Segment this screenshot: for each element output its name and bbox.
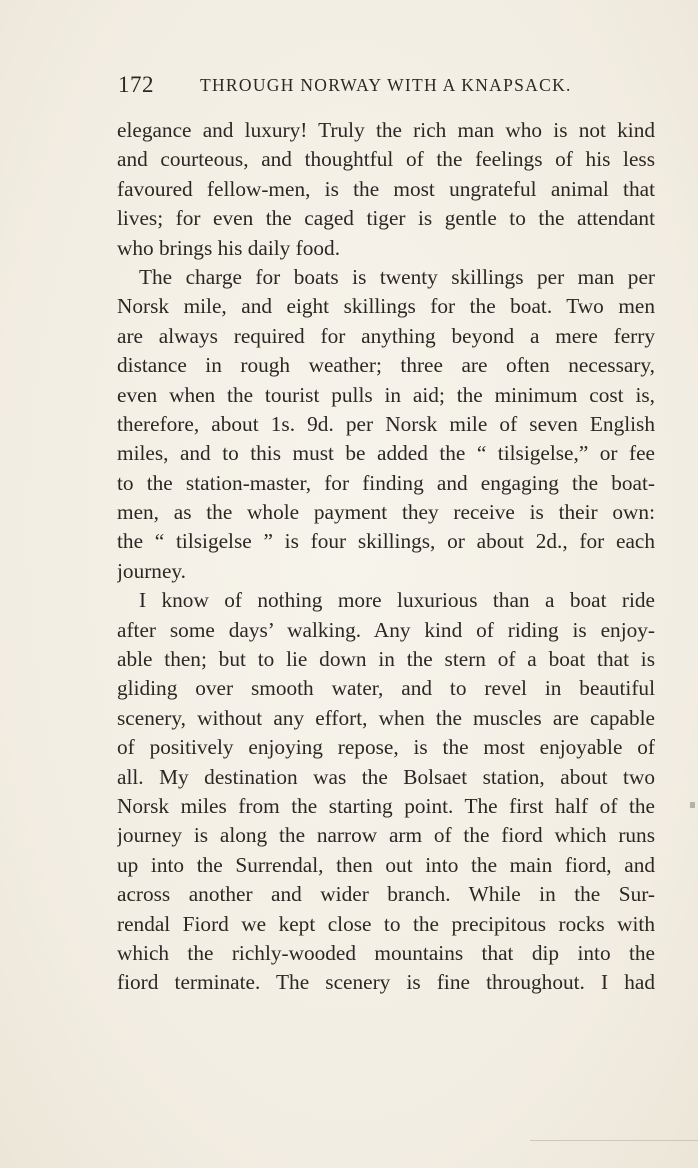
text-line: lives; for even the caged tiger is gentle to the attendant xyxy=(117,206,655,231)
text-line: scenery, without any effort, when the muscles are capable xyxy=(117,705,655,730)
text-line: are always required for anything beyond a mere ferry xyxy=(117,323,655,348)
text-line: I know of nothing more luxurious than a boat ride xyxy=(139,588,655,613)
text-line: up into the Surrendal, then out into the main fiord, and xyxy=(117,852,655,877)
text-line: elegance and luxury! Truly the rich man who is not kind xyxy=(117,118,655,142)
text-line: The charge for boats is twenty skillings per man per xyxy=(139,264,655,289)
page-edge-shadow xyxy=(530,1140,698,1141)
text-line: miles, and to this must be added the “ tilsigelse,” or fee xyxy=(117,441,655,466)
text-line: and courteous, and thoughtful of the feelings of his less xyxy=(117,147,655,172)
text-line: the “ tilsigelse ” is four skillings, or about 2d., for each xyxy=(117,529,655,554)
text-line: distance in rough weather; three are often necessary, xyxy=(117,353,655,378)
text-line: after some days’ walking. Any kind of riding is enjoy- xyxy=(117,617,655,642)
text-line: all. My destination was the Bolsaet station, about two xyxy=(117,764,655,789)
text-line: able then; but to lie down in the stern of a boat that is xyxy=(117,647,655,672)
text-line: gliding over smooth water, and to revel in beautiful xyxy=(117,676,655,701)
text-line: to the station-master, for finding and engaging the boat- xyxy=(117,470,655,495)
page-edge-mark xyxy=(690,802,695,808)
text-line: journey is along the narrow arm of the fiord which runs xyxy=(117,823,655,848)
text-line: favoured fellow-men, is the most ungrateful animal that xyxy=(117,176,655,201)
text-line: Norsk miles from the starting point. The first half of the xyxy=(117,793,655,818)
running-title: THROUGH NORWAY WITH A KNAPSACK. xyxy=(200,75,572,95)
text-line: men, as the whole payment they receive is their own: xyxy=(117,500,655,525)
page-number: 172 xyxy=(118,72,154,97)
running-header xyxy=(118,72,598,106)
text-line: journey. xyxy=(117,558,186,583)
text-line: Norsk mile, and eight skillings for the boat. Two men xyxy=(117,294,655,319)
text-line: across another and wider branch. While in the Sur- xyxy=(117,882,655,907)
text-line: of positively enjoying repose, is the most enjoyable of xyxy=(117,735,655,760)
text-line: fiord terminate. The scenery is fine throughout. I had xyxy=(117,970,655,995)
text-line: which the richly-wooded mountains that dip into the xyxy=(117,940,655,965)
text-line: even when the tourist pulls in aid; the minimum cost is, xyxy=(117,382,655,407)
text-line: therefore, about 1s. 9d. per Norsk mile of seven English xyxy=(117,411,655,436)
text-line: rendal Fiord we kept close to the precipitous rocks with xyxy=(117,911,655,936)
body-text xyxy=(117,116,655,998)
text-line: who brings his daily food. xyxy=(117,235,341,260)
